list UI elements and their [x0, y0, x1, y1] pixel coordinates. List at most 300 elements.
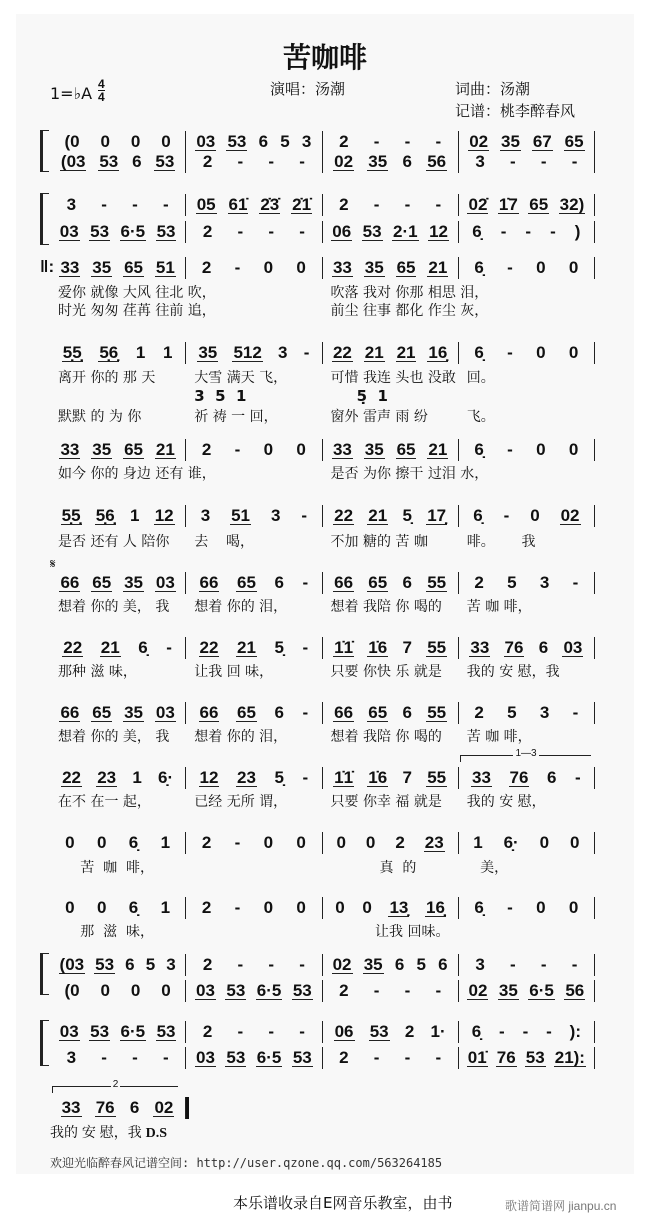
- measure: [459, 1021, 595, 1043]
- measure: [186, 637, 322, 659]
- note: 6̣: [128, 898, 139, 917]
- note: 21: [237, 638, 256, 657]
- note: -: [499, 1022, 505, 1041]
- note: -: [237, 222, 244, 241]
- lyric: 是否 还有 人 陪你: [58, 534, 170, 550]
- note: 0: [568, 898, 579, 917]
- note: 53: [292, 1048, 312, 1067]
- lyric: 飞。: [466, 409, 495, 425]
- note: 21):: [554, 1048, 585, 1067]
- note: 0: [96, 898, 107, 917]
- note: 0: [100, 132, 110, 151]
- note: 2: [339, 195, 349, 214]
- measure: [459, 954, 595, 976]
- note: 55: [427, 768, 447, 787]
- note: 35: [92, 440, 112, 459]
- note: 3: [539, 703, 550, 722]
- note: 3: [475, 152, 485, 171]
- note: 6̣: [474, 343, 484, 362]
- measure: [323, 980, 459, 1002]
- note: -: [540, 152, 547, 171]
- note: 53: [156, 222, 176, 241]
- note: 05: [196, 195, 216, 214]
- note: 01̇: [467, 1048, 487, 1067]
- note: 2̇1̇: [292, 195, 312, 214]
- singer: 演唱：汤潮: [270, 80, 346, 98]
- note: 56: [427, 152, 447, 171]
- note: 13̣: [389, 898, 409, 917]
- lyrics-row: [50, 463, 595, 483]
- lyric: 不加 糖的 苦 咖: [330, 534, 428, 550]
- measure: [50, 897, 186, 919]
- note: 53: [226, 1048, 246, 1067]
- note: 35: [498, 981, 518, 1000]
- note: 66: [199, 703, 219, 722]
- note: 35: [501, 132, 520, 151]
- note: 16̣: [428, 343, 448, 362]
- lyric: 已经 无所 谓，: [194, 794, 288, 810]
- note: -: [373, 1048, 380, 1067]
- note: 0: [570, 833, 580, 852]
- volta-bracket: [460, 748, 591, 762]
- measure: [323, 767, 459, 789]
- note: 35: [363, 955, 383, 974]
- note: -: [550, 222, 556, 241]
- measure: [459, 767, 595, 789]
- note: 65: [396, 440, 416, 459]
- note: 33: [332, 440, 352, 459]
- lyric: 苦 咖 啡，: [466, 599, 532, 615]
- note: 1̇7: [498, 195, 518, 214]
- lyric: 那种 滋 味，: [58, 664, 137, 680]
- note: 66: [199, 573, 219, 592]
- note: 2: [474, 703, 484, 722]
- note: 6·5: [256, 1048, 282, 1067]
- note: 2: [339, 132, 349, 151]
- notes-row: [50, 980, 595, 1002]
- note: 02: [469, 132, 489, 151]
- measure: [323, 572, 459, 594]
- note: 12: [429, 222, 448, 241]
- note: 21: [364, 343, 384, 362]
- note: 6: [394, 955, 405, 974]
- note: 53: [227, 132, 247, 151]
- note: 12: [154, 506, 174, 525]
- note: 65: [564, 132, 584, 151]
- measure: [50, 1097, 186, 1119]
- volta-label: 1—3: [515, 748, 537, 759]
- note: 22: [199, 638, 219, 657]
- note: 2: [339, 1048, 349, 1067]
- note: 1: [162, 343, 173, 362]
- note: -: [500, 222, 507, 241]
- note: -: [302, 703, 309, 722]
- measure: [50, 980, 186, 1002]
- note: 6: [402, 703, 412, 722]
- notes-row: [50, 1097, 186, 1119]
- measure: [186, 702, 322, 724]
- note: 2: [404, 1022, 415, 1041]
- note: 0: [296, 898, 306, 917]
- note: 2̇3̇: [260, 195, 280, 214]
- lyric: [216, 300, 323, 320]
- note: 22: [332, 343, 352, 362]
- note: 67: [532, 132, 552, 151]
- note: 0: [296, 833, 306, 852]
- notes-row: [50, 897, 595, 919]
- note: 65: [368, 573, 388, 592]
- note: -: [237, 1022, 244, 1041]
- note: -: [268, 1022, 275, 1041]
- note: 5: [416, 955, 426, 974]
- lyric: 是否 为你 擦干 过泪 水，: [330, 466, 489, 482]
- note: 51: [155, 258, 175, 277]
- lyric: 离开 你的 那 天: [58, 370, 156, 386]
- notes-row: [50, 572, 595, 594]
- lyric: 只要 你幸 福 就是: [330, 794, 442, 810]
- measure: [186, 832, 322, 854]
- measure: [323, 151, 459, 173]
- note: 35: [368, 152, 388, 171]
- note: 32): [559, 195, 585, 214]
- note: 61̇: [228, 195, 248, 214]
- measure: [186, 572, 322, 594]
- lyric: [186, 857, 322, 877]
- note: 6̣: [138, 638, 148, 657]
- note: -: [435, 132, 442, 151]
- note: 6: [274, 573, 284, 592]
- note: 53: [525, 1048, 545, 1067]
- note: 2: [202, 222, 213, 241]
- note: -: [510, 955, 516, 974]
- lyric: 我的 安 慰，我: [466, 664, 560, 680]
- note: 0: [65, 833, 75, 852]
- measure: [459, 221, 595, 243]
- note: -: [507, 343, 513, 362]
- note: -: [234, 898, 241, 917]
- note: 3: [270, 506, 281, 525]
- note: 76: [509, 768, 529, 787]
- note: 1̇1̇: [334, 638, 354, 657]
- measure: [323, 637, 459, 659]
- note: -: [435, 195, 442, 214]
- time-signature: [98, 78, 105, 103]
- measure: [186, 439, 322, 461]
- note: 2: [201, 833, 212, 852]
- note: 0: [130, 132, 141, 151]
- note: -: [373, 981, 380, 1000]
- note: -: [571, 955, 578, 974]
- measure: [459, 131, 595, 153]
- lyric: 前尘 往事 都化 作尘 灰，: [330, 303, 489, 319]
- lyric: 想着 你的 美， 我: [58, 599, 170, 615]
- note: 0: [568, 258, 579, 277]
- measure: [323, 897, 459, 919]
- measure: [50, 257, 186, 279]
- measure: [459, 194, 595, 216]
- lyric: 那 滋 味，: [58, 924, 155, 940]
- song-title: 苦咖啡: [282, 41, 367, 74]
- note: 6: [125, 955, 135, 974]
- note: 03: [155, 703, 175, 722]
- note: 6̣: [472, 222, 482, 241]
- note: -: [234, 440, 241, 459]
- measure: [459, 505, 595, 527]
- note: -: [507, 440, 513, 459]
- note: 0: [365, 833, 376, 852]
- measure: [186, 897, 322, 919]
- lyric: 想着 你的 泪，: [194, 599, 288, 615]
- note: 65: [124, 258, 143, 277]
- footer-text: 本乐谱收录自E网音乐教室，由书: [233, 1194, 453, 1212]
- measure: [186, 954, 322, 976]
- note: 6̣: [474, 898, 484, 917]
- note: 1: [132, 768, 142, 787]
- note: (0: [64, 981, 80, 1000]
- alt-note: [50, 387, 186, 405]
- note: 17̣: [427, 506, 447, 525]
- lyric: 可惜 我连 头也 没敢: [330, 370, 456, 386]
- measure: [50, 832, 186, 854]
- measure: [459, 342, 595, 364]
- measure: [186, 505, 322, 527]
- note: 0: [263, 440, 274, 459]
- time-top: 4: [98, 77, 105, 91]
- note: 6̣: [473, 506, 483, 525]
- lyrics-row: [50, 531, 595, 551]
- note: 65: [92, 703, 112, 722]
- measure: [50, 342, 186, 364]
- note: -: [546, 1022, 552, 1041]
- measure: [459, 257, 595, 279]
- note: (03: [60, 152, 86, 171]
- measure: [50, 767, 186, 789]
- measure: [459, 897, 595, 919]
- note: -: [510, 152, 516, 171]
- notes-row: [50, 505, 595, 527]
- note: 2: [474, 573, 484, 592]
- note: 66: [60, 573, 80, 592]
- note: 6: [402, 573, 412, 592]
- note: 35: [198, 343, 218, 362]
- note: 03: [563, 638, 583, 657]
- note: 1: [160, 898, 171, 917]
- notes-row: [50, 954, 595, 976]
- note: 0: [530, 506, 540, 525]
- note: 56: [565, 981, 585, 1000]
- note: 35: [92, 258, 112, 277]
- measure: [459, 637, 595, 659]
- note: 6: [402, 152, 412, 171]
- note: 33: [332, 258, 352, 277]
- notes-row: [50, 131, 595, 153]
- note: 22: [62, 768, 82, 787]
- note: 1: [160, 833, 171, 852]
- note: -: [540, 955, 547, 974]
- note: 5̣6̣: [99, 343, 119, 362]
- note: 3: [66, 195, 77, 214]
- note: 0: [362, 898, 372, 917]
- segno-mark: 𝄋: [50, 556, 56, 571]
- time-bottom: 4: [98, 90, 105, 104]
- note: 0: [161, 981, 171, 1000]
- note: 5: [145, 955, 156, 974]
- note: 6: [274, 703, 284, 722]
- key: 1=♭A: [50, 84, 93, 103]
- measure: [186, 980, 322, 1002]
- note: 22: [63, 638, 83, 657]
- note: -: [302, 768, 309, 787]
- lyric: 回。: [466, 370, 495, 386]
- lyric: 我的 安 慰，我: [50, 1124, 146, 1140]
- measure: [186, 151, 322, 173]
- note: 03: [155, 573, 175, 592]
- measure: [50, 151, 186, 173]
- note: 3: [278, 343, 288, 362]
- measure: [50, 1047, 186, 1069]
- measure: [459, 980, 595, 1002]
- note: 6: [129, 1098, 140, 1117]
- note: 3: [166, 955, 176, 974]
- lyric: 让我 回 味，: [194, 664, 274, 680]
- measure: [459, 151, 595, 173]
- note: 06: [332, 222, 352, 241]
- lyric: 苦 咖 啡，: [58, 860, 155, 876]
- note: 66: [334, 703, 354, 722]
- note: 65: [529, 195, 549, 214]
- lyric: [488, 282, 595, 302]
- note: 2: [201, 898, 212, 917]
- lyric: 我的 安 慰，: [466, 794, 546, 810]
- note: 02: [332, 955, 352, 974]
- lyric: 吹落 我对 你那 相思 泪，: [330, 285, 489, 301]
- note: 0: [161, 132, 171, 151]
- measure: [50, 702, 186, 724]
- note: 03: [195, 981, 215, 1000]
- measure: [459, 832, 595, 854]
- note: 33: [60, 258, 80, 277]
- note: 02: [468, 981, 488, 1000]
- note: 3: [475, 955, 485, 974]
- notes-row: [50, 767, 595, 789]
- note: 23: [97, 768, 117, 787]
- dal-segno: D.S: [145, 1126, 168, 1141]
- note: 33: [472, 768, 491, 787]
- note: 0: [568, 440, 579, 459]
- note: 02: [334, 152, 354, 171]
- note: 02: [560, 506, 580, 525]
- measure: [459, 572, 595, 594]
- note: 23: [237, 768, 256, 787]
- note: -: [132, 195, 138, 214]
- lyric: 真 的: [330, 860, 417, 876]
- note: -: [503, 506, 510, 525]
- lyric: 想着 你的 美， 我: [58, 729, 170, 745]
- note: 23: [424, 833, 444, 852]
- note: 6·5: [256, 981, 282, 1000]
- note: 65: [396, 258, 416, 277]
- volta-label: 2: [112, 1079, 119, 1090]
- lyric: 苦 咖 啡，: [466, 729, 532, 745]
- note: 33: [61, 1098, 81, 1117]
- note: 76: [496, 1048, 516, 1067]
- note: 2: [202, 152, 213, 171]
- note: -: [522, 1022, 529, 1041]
- measure: [186, 131, 322, 153]
- note: 03: [59, 1022, 79, 1041]
- notes-row: [50, 221, 595, 243]
- lyrics-row-2: [50, 406, 595, 426]
- note: 6̣: [474, 258, 484, 277]
- note: -: [301, 506, 307, 525]
- note: -: [299, 955, 305, 974]
- notes-row: [50, 257, 595, 279]
- measure: [323, 702, 459, 724]
- note: 5̣5̣: [61, 506, 81, 525]
- measure: [323, 342, 459, 364]
- note: 35: [124, 703, 143, 722]
- lyrics-row: [50, 921, 595, 941]
- ending-lyrics: [50, 1122, 167, 1142]
- lyrics-row: [50, 367, 595, 387]
- note: 2·1: [393, 222, 418, 241]
- credit-line: 欢迎光临醉春风记谱空间: http://user.qzone.qq.com/563264185: [50, 1156, 443, 1170]
- lyric: 只要 你快 乐 就是: [330, 664, 442, 680]
- notes-row: [50, 342, 595, 364]
- alternate-notes: [50, 387, 595, 405]
- note: 53: [292, 981, 312, 1000]
- note: -: [572, 573, 579, 592]
- note: 53: [226, 981, 246, 1000]
- note: -: [507, 258, 513, 277]
- transcriber: 记谱：桃李醉春风: [455, 102, 576, 120]
- note: 0: [536, 440, 546, 459]
- measure: [186, 342, 322, 364]
- system-bracket: [40, 130, 49, 172]
- note: 5̣6̣: [95, 506, 115, 525]
- note: -: [525, 222, 532, 241]
- note: -: [234, 833, 241, 852]
- note: 0: [296, 258, 306, 277]
- note: -: [237, 955, 244, 974]
- measure: [459, 1047, 595, 1069]
- notes-row: [50, 637, 595, 659]
- note: 6: [538, 638, 549, 657]
- alt-note: 5̣ 1: [330, 387, 388, 405]
- note: 22: [334, 506, 354, 525]
- lyrics-row: [50, 282, 595, 302]
- note: -: [166, 638, 172, 657]
- note: 0: [100, 981, 110, 1000]
- measure: [323, 221, 459, 243]
- note: -: [302, 638, 309, 657]
- note: -: [575, 768, 581, 787]
- note: -: [404, 981, 411, 1000]
- note: 1̇6: [368, 638, 388, 657]
- measure: [459, 702, 595, 724]
- notes-row: [50, 151, 595, 173]
- measure: [186, 1021, 322, 1043]
- note: ):: [569, 1022, 581, 1041]
- note: 6: [547, 768, 557, 787]
- note: 0: [536, 258, 546, 277]
- note: 21: [428, 258, 448, 277]
- notes-row: [50, 439, 595, 461]
- measure: [50, 954, 186, 976]
- measure: [50, 439, 186, 461]
- note: 1̇1̇: [334, 768, 354, 787]
- note: 2: [201, 440, 212, 459]
